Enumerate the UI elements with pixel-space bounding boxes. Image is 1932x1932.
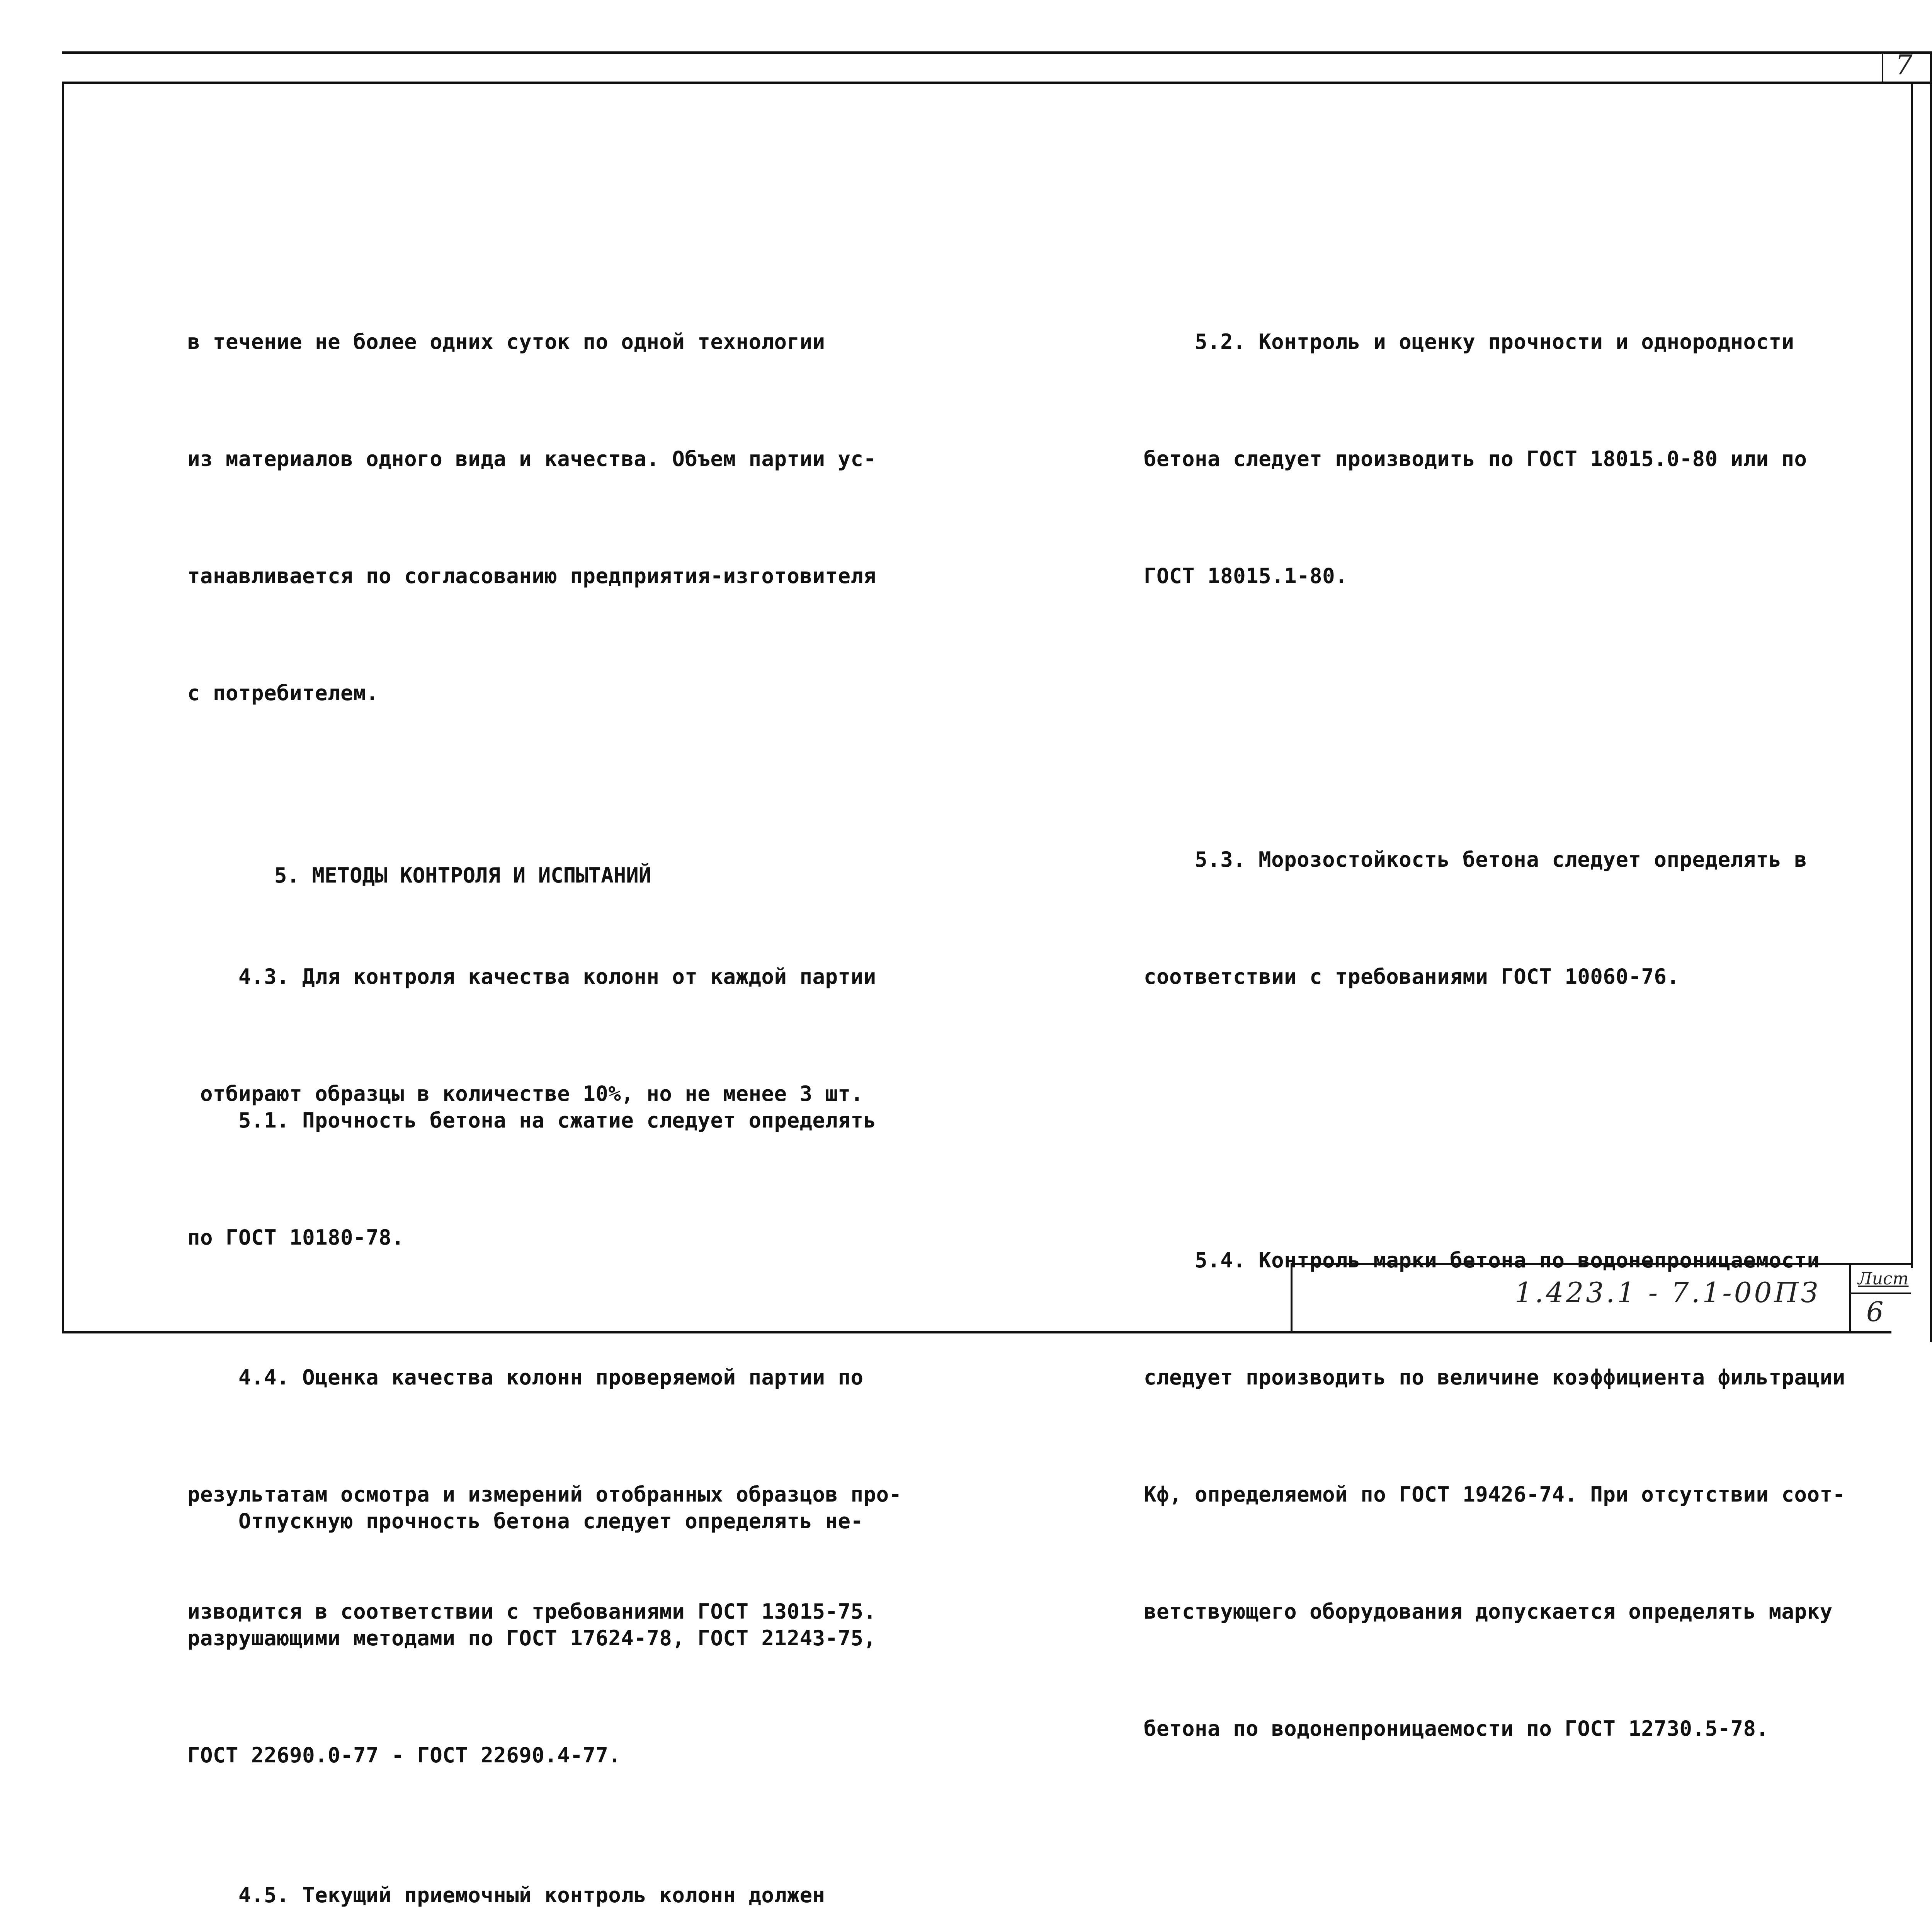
- text-line: ГОСТ 22690.0-77 - ГОСТ 22690.4-77.: [187, 1743, 621, 1767]
- text-line: изводится в соответствии с требованиями ГОСТ 13015-75.: [187, 1599, 876, 1624]
- text-line: 5.4. Контроль марки бетона по водонепроницаемости: [1144, 1248, 1820, 1272]
- outer-right-line: [1930, 51, 1932, 1342]
- right-column: [1144, 166, 1858, 1932]
- text-line: Кф, определяемой по ГОСТ 19426-74. При отсутствии соот-: [1144, 1482, 1845, 1507]
- text-line: 4.4. Оценка качества колонн проверяемой партии по: [187, 1365, 864, 1389]
- top-border-line: [62, 51, 1932, 54]
- text-line: 4.3. Для контроля качества колонн от каждой партии: [187, 964, 876, 989]
- text-line: 5.3. Морозостойкость бетона следует определять в: [1144, 847, 1807, 872]
- text-line: по ГОСТ 10180-78.: [187, 1225, 405, 1250]
- sheet-number: 6: [1866, 1296, 1884, 1328]
- text-line: 5.2. Контроль и оценку прочности и однородности: [1144, 330, 1794, 354]
- text-line: результатам осмотра и измерений отобранных образцов про-: [187, 1482, 902, 1507]
- corner-box-left: [1882, 51, 1883, 82]
- text-line: разрушающими методами по ГОСТ 17624-78, ГОСТ 21243-75,: [187, 1626, 876, 1650]
- left-column-bottom: [187, 945, 876, 1892]
- text-line: бетона по водонепроницаемости по ГОСТ 12730.5-78.: [1144, 1716, 1769, 1741]
- text-line: соответствии с требованиями ГОСТ 10060-76.: [1144, 964, 1680, 989]
- text-line: ГОСТ 18015.1-80.: [1144, 564, 1348, 588]
- text-line: следует производить по величине коэффициента фильтрации: [1144, 1365, 1845, 1389]
- corner-page-number: 7: [1895, 49, 1913, 81]
- sheet-label: Лист: [1858, 1269, 1909, 1289]
- sheet-cell-divider: [1849, 1293, 1911, 1294]
- text-line: 4.5. Текущий приемочный контроль колонн должен: [187, 1883, 825, 1907]
- frame-left-line: [62, 82, 64, 1333]
- paragraph-5-1-release-strength: [187, 1423, 876, 1853]
- frame-right-line: [1911, 82, 1913, 1268]
- paragraph-5-1: [187, 1023, 876, 1335]
- paragraph-5-5: [1144, 1915, 1858, 1932]
- paragraph-intro: [187, 244, 902, 791]
- text-line: бетона следует производить по ГОСТ 18015.0-80 или по: [1144, 447, 1807, 471]
- section-heading: 5. МЕТОДЫ КОНТРОЛЯ И ИСПЫТАНИЙ: [274, 863, 651, 888]
- text-line: в течение не более одних суток по одной технологии: [187, 330, 825, 354]
- text-line: 5.1. Прочность бетона на сжатие следует определять: [187, 1108, 876, 1133]
- paragraph-5-4: [1144, 1163, 1858, 1826]
- text-line: с потребителем.: [187, 681, 379, 705]
- text-line: отбирают образцы в количестве 10%, но не менее 3 шт.: [187, 1082, 864, 1106]
- text-line: из материалов одного вида и качества. Объем партии ус-: [187, 447, 876, 471]
- document-code: 1.423.1 - 7.1-00ПЗ: [1515, 1276, 1821, 1309]
- text-line: Отпускную прочность бетона следует определять не-: [187, 1509, 864, 1533]
- text-line: танавливается по согласованию предприятия-изготовителя: [187, 564, 876, 588]
- paragraph-5-3: [1144, 762, 1858, 1074]
- paragraph-5-2: [1144, 244, 1858, 673]
- frame-top-line: [62, 82, 1932, 84]
- text-line: ветствующего оборудования допускается определять марку: [1144, 1599, 1833, 1624]
